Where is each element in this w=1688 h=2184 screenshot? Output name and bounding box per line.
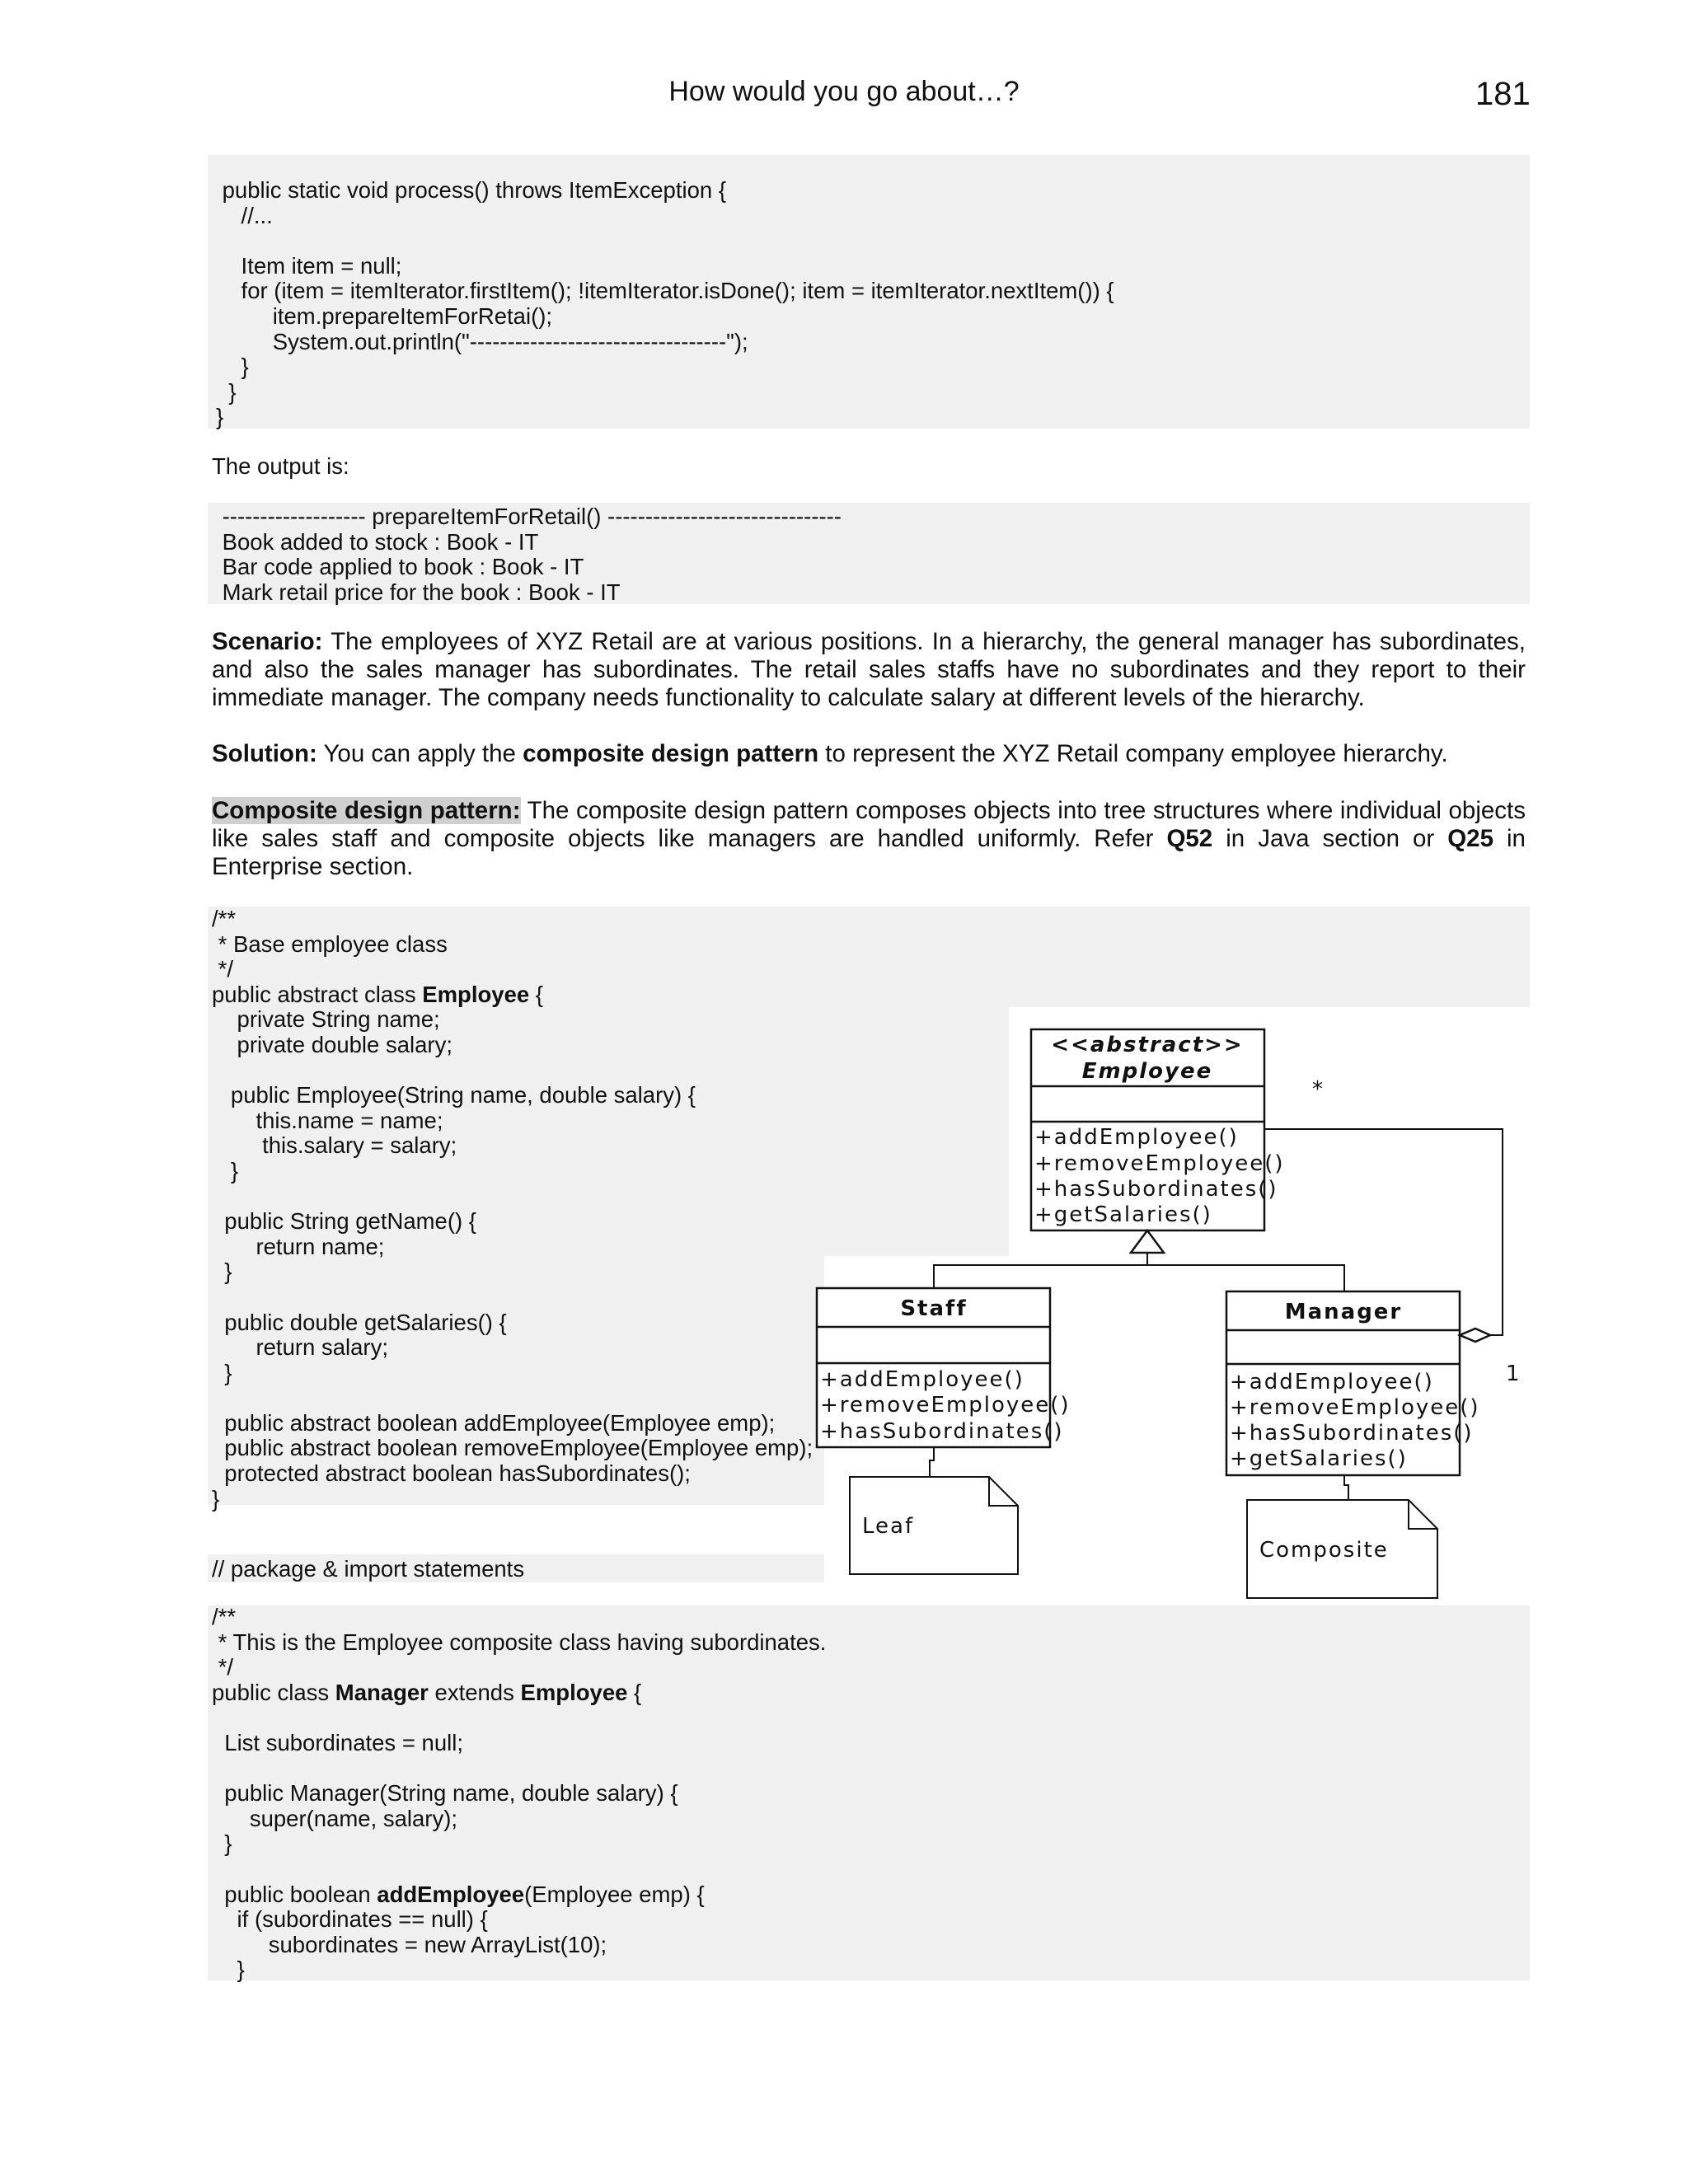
composite-ref-q52: Q52 [1166,825,1213,852]
uml-staff-method: +removeEmployee() [820,1393,1071,1418]
code-line: List subordinates = null; [212,1729,463,1755]
composite-text-end: in Enterprise section. [212,825,1526,880]
scenario-text: The employees of XYZ Retail are at various positions. In a hierarchy, the general manager has subordinates, and also the sales manager has subordinates. The retail sales staffs have no subordinates and they report to their immediate manager. The company needs functionality to calculate salary at different levels of the hierarchy. [212,628,1526,711]
code-line: public Manager(String name, double salary) { [212,1780,678,1807]
code-line: protected abstract boolean hasSubordinates(); [212,1460,691,1487]
code-line: return name; [212,1233,385,1259]
uml-manager-method: +getSalaries() [1230,1446,1408,1471]
output-line: ------------------- prepareItemForRetail() ------------------------------- [216,504,842,529]
code-line: public static void process() throws ItemException { [216,177,727,203]
scenario-label: Scenario: [212,628,323,655]
code-line: public double getSalaries() { [212,1309,507,1335]
code-line: if (subordinates == null) { [212,1906,488,1933]
code-line: */ [212,956,233,982]
uml-employee-method: +removeEmployee() [1034,1151,1285,1176]
uml-employee-method: +getSalaries() [1034,1202,1212,1227]
code-line: private double salary; [212,1031,452,1057]
code-line: public String getName() { [212,1208,476,1235]
uml-manager-method: +removeEmployee() [1230,1395,1480,1420]
code-line: /** [212,1604,237,1629]
code-line: } [216,378,237,405]
uml-staff-method: +hasSubordinates() [820,1419,1064,1444]
code-line: } [212,1957,245,1983]
uml-staff-name: Staff [900,1296,968,1321]
uml-leaf-connector [930,1447,934,1477]
solution-text-end: to represent the XYZ Retail company employee hierarchy. [818,740,1448,767]
code-line: //... [216,202,273,228]
uml-manager-method: +addEmployee() [1230,1370,1434,1394]
uml-staff-method: +addEmployee() [820,1367,1025,1392]
uml-composite-connector [1344,1475,1348,1500]
output-line: Bar code applied to book : Book - IT [216,554,584,580]
code-line: Item item = null; [216,252,402,279]
code-line: return salary; [212,1334,388,1361]
code-line: */ [212,1654,233,1680]
code-line: public abstract boolean addEmployee(Employee emp); [212,1409,776,1436]
package-comment: // package & import statements [212,1556,525,1582]
code-line: } [216,354,249,380]
code-line-add-employee: public boolean addEmployee(Employee emp) { [212,1881,705,1907]
uml-employee-stereotype: <<abstract>> [1051,1033,1244,1057]
page-number: 181 [1475,76,1531,112]
uml-aggregation-diamond [1460,1329,1490,1342]
uml-composite-label: Composite [1259,1538,1389,1563]
composite-text: The composite design pattern composes objects into tree structures where individual objects like sales staff and composite objects like managers are handled uniformly. Refer [212,797,1526,852]
code-line: item.prepareItemForRetai(); [216,302,553,329]
uml-generalization-arrow [1131,1230,1164,1253]
code-line: this.name = name; [212,1107,443,1133]
code-line: /** [212,906,237,931]
code-line: this.salary = salary; [212,1132,457,1159]
composite-text-mid: in Java section or [1212,825,1448,852]
composite-ref-q25: Q25 [1447,825,1493,852]
uml-employee-method: +addEmployee() [1034,1125,1239,1150]
code-line: super(name, salary); [212,1805,458,1831]
uml-employee-method: +hasSubordinates() [1034,1177,1278,1202]
uml-manager-method: +hasSubordinates() [1230,1421,1474,1446]
uml-multiplicity-one: 1 [1506,1361,1522,1386]
uml-manager-name: Manager [1284,1300,1403,1324]
code-line: * This is the Employee composite class having subordinates. [212,1629,827,1655]
output-label: The output is: [212,453,349,479]
code-line: private String name; [212,1006,440,1033]
code-line-class-decl: public abstract class Employee { [212,981,543,1007]
solution-text: You can apply the [316,740,523,767]
running-header: How would you go about…? [668,76,1020,107]
solution-label: Solution: [212,740,317,767]
code-line: * Base employee class [212,930,448,957]
composite-label: Composite design pattern: [212,797,521,824]
solution-bold: composite design pattern [523,740,819,767]
code-line: } [212,1258,232,1285]
output-line: Mark retail price for the book : Book - IT [216,579,621,605]
uml-multiplicity-many: * [1312,1077,1325,1102]
code-line: public abstract boolean removeEmployee(Employee emp); [212,1435,814,1461]
code-line-class-decl: public class Manager extends Employee { [212,1679,642,1705]
code-line: } [212,1157,239,1183]
code-line: } [212,1359,232,1385]
uml-leaf-label: Leaf [862,1514,915,1539]
code-line: subordinates = new ArrayList(10); [212,1931,607,1957]
code-line: } [212,1485,220,1511]
code-line: } [212,1830,232,1857]
code-line: public Employee(String name, double salary) { [212,1082,696,1108]
code-line: System.out.println("----------------------------------"); [216,328,748,354]
code-line: for (item = itemIterator.firstItem(); !itemIterator.isDone(); item = itemIterator.nextItem()) { [216,278,1114,304]
code-line: } [216,404,224,430]
output-line: Book added to stock : Book - IT [216,528,539,555]
uml-employee-name: Employee [1081,1059,1213,1084]
